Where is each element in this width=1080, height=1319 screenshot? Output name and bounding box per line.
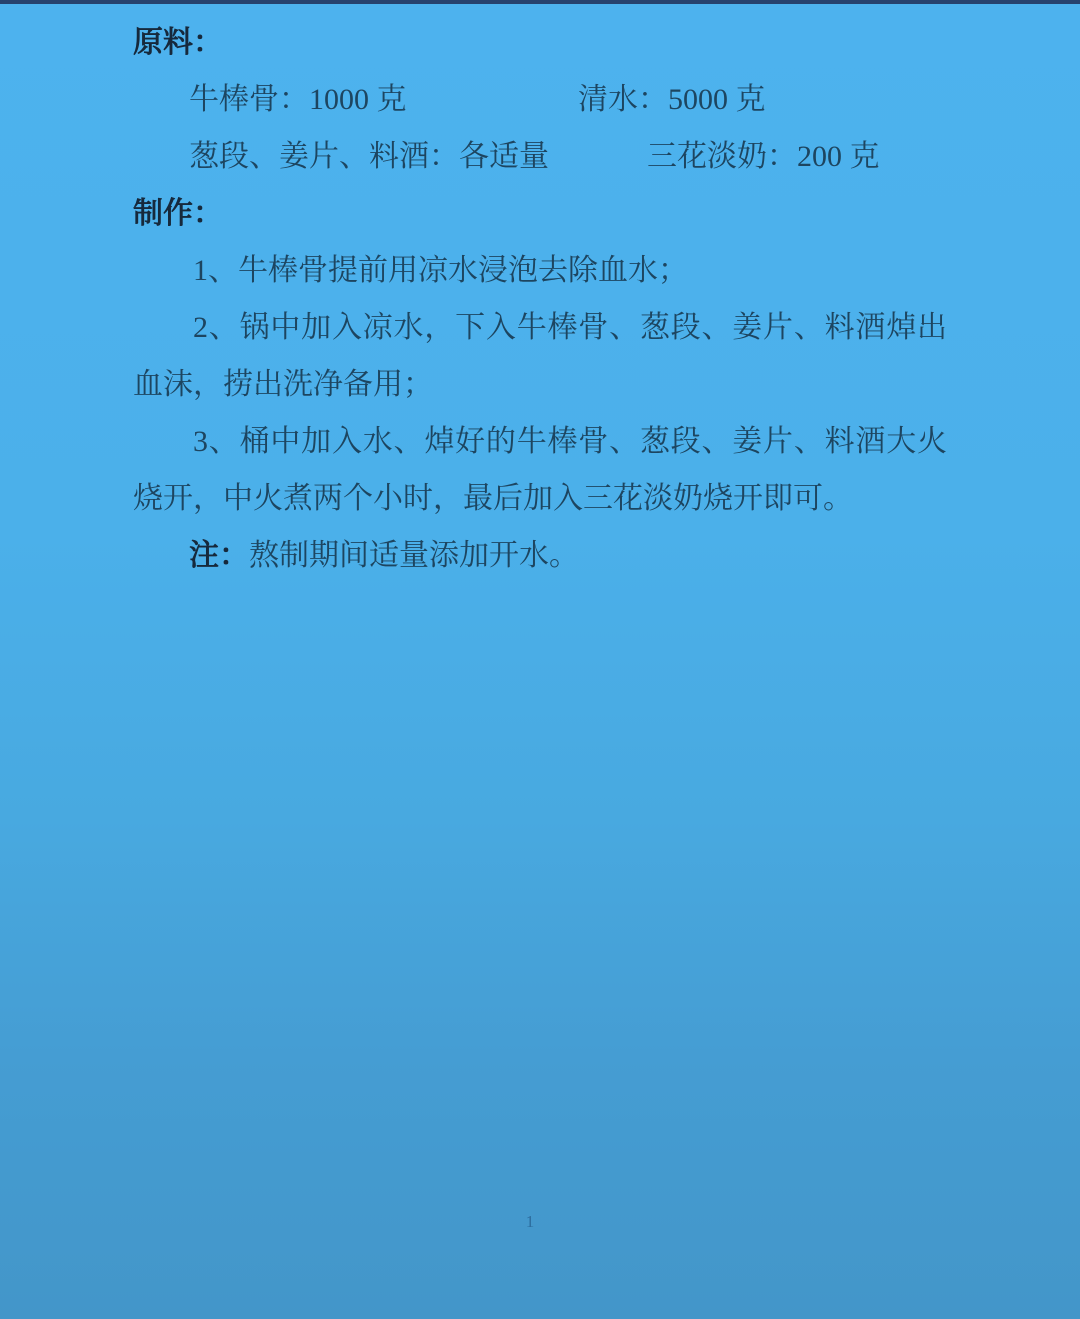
preparation-step-1: 1、牛棒骨提前用凉水浸泡去除血水； (193, 254, 688, 287)
page-number: 1 (525, 1212, 535, 1231)
ingredient-row (133, 128, 947, 185)
ingredient-item: 三花淡奶：200 克 (647, 140, 880, 173)
ingredient-item: 清水：5000 克 (578, 83, 766, 116)
preparation-heading: 制作： (133, 197, 223, 230)
ingredient-item: 葱段、姜片、料酒：各适量 (189, 140, 549, 173)
preparation-note (133, 527, 947, 584)
preparation-step-3: 3、桶中加入水、焯好的牛棒骨、葱段、姜片、料酒大火烧开，中火煮两个小时，最后加入三花淡奶烧开即可。 (133, 425, 947, 515)
note-text: 熬制期间适量添加开水。 (249, 539, 579, 572)
recipe-text-block (133, 0, 947, 584)
ingredients-heading: 原料： (133, 26, 223, 59)
ingredient-row (133, 71, 947, 128)
note-label: 注： (189, 539, 249, 572)
preparation-step-2: 2、锅中加入凉水，下入牛棒骨、葱段、姜片、料酒焯出血沫，捞出洗净备用； (133, 311, 947, 401)
ingredient-item: 牛棒骨：1000 克 (189, 83, 407, 116)
